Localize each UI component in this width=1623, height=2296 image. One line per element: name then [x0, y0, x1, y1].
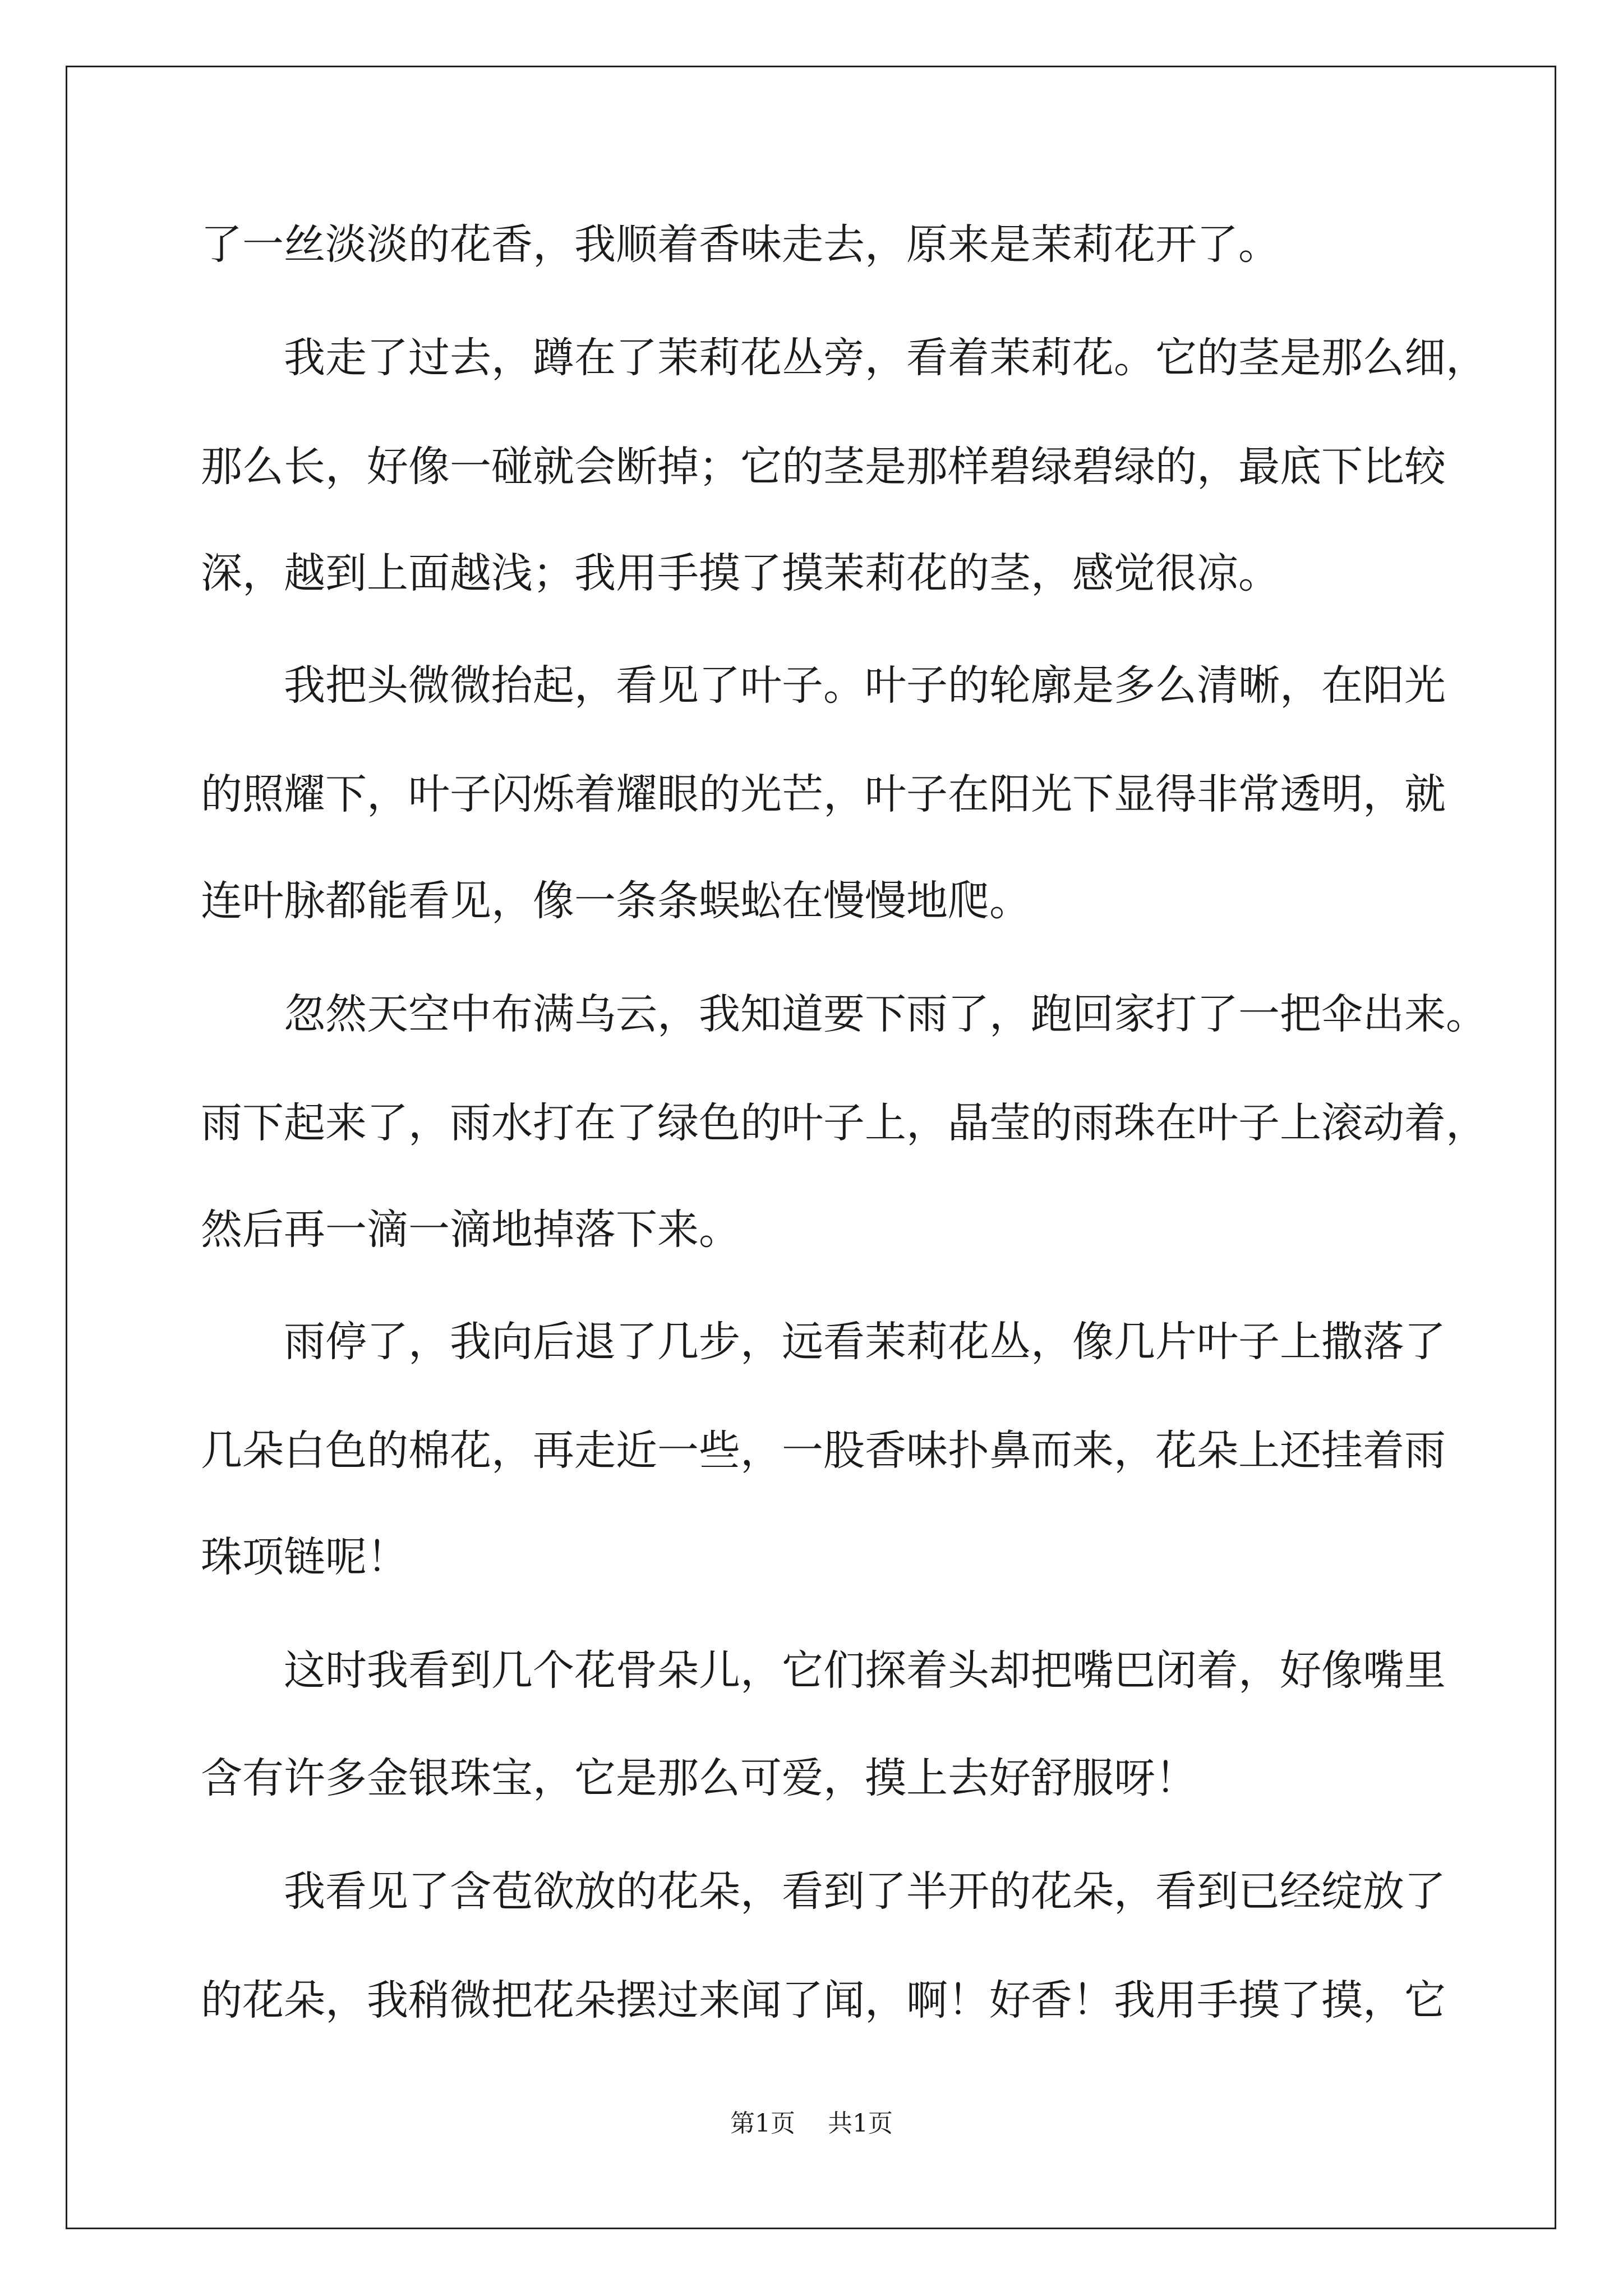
body-line: 深，越到上面越浅；我用手摸了摸茉莉花的茎，感觉很凉。	[201, 549, 1280, 597]
body-line: 连叶脉都能看见，像一条条蜈蚣在慢慢地爬。	[201, 877, 1031, 925]
body-line: 那么长，好像一碰就会断掉；它的茎是那样碧绿碧绿的，最底下比较	[201, 443, 1446, 491]
page-number-footer: 第1页 共1页	[730, 2109, 893, 2138]
body-line: 然后再一滴一滴地掉落下来。	[201, 1205, 740, 1254]
body-line: 的照耀下，叶子闪烁着耀眼的光芒，叶子在阳光下显得非常透明，就	[201, 770, 1446, 818]
body-line: 我看见了含苞欲放的花朵，看到了半开的花朵，看到已经绽放了	[201, 1867, 1446, 1916]
body-line: 含有许多金银珠宝，它是那么可爱，摸上去好舒服呀！	[201, 1754, 1197, 1802]
body-line: 几朵白色的棉花，再走近一些，一股香味扑鼻而来，花朵上还挂着雨	[201, 1427, 1446, 1475]
body-line: 我走了过去，蹲在了茉莉花丛旁，看着茉莉花。它的茎是那么细，	[201, 334, 1487, 382]
body-line: 的花朵，我稍微把花朵摆过来闻了闻，啊！好香！我用手摸了摸，它	[201, 1976, 1446, 2024]
body-line: 珠项链呢！	[201, 1533, 408, 1581]
body-line: 了一丝淡淡的花香，我顺着香味走去，原来是茉莉花开了。	[201, 220, 1280, 269]
body-line: 忽然天空中布满乌云，我知道要下雨了，跑回家打了一把伞出来。	[201, 990, 1487, 1038]
body-line: 雨停了，我向后退了几步，远看茉莉花丛，像几片叶子上撒落了	[201, 1318, 1446, 1366]
body-line: 我把头微微抬起，看见了叶子。叶子的轮廓是多么清晰，在阳光	[201, 661, 1446, 710]
body-line: 雨下起来了，雨水打在了绿色的叶子上，晶莹的雨珠在叶子上滚动着，	[201, 1099, 1487, 1147]
body-line: 这时我看到几个花骨朵儿，它们探着头却把嘴巴闭着，好像嘴里	[201, 1646, 1446, 1695]
